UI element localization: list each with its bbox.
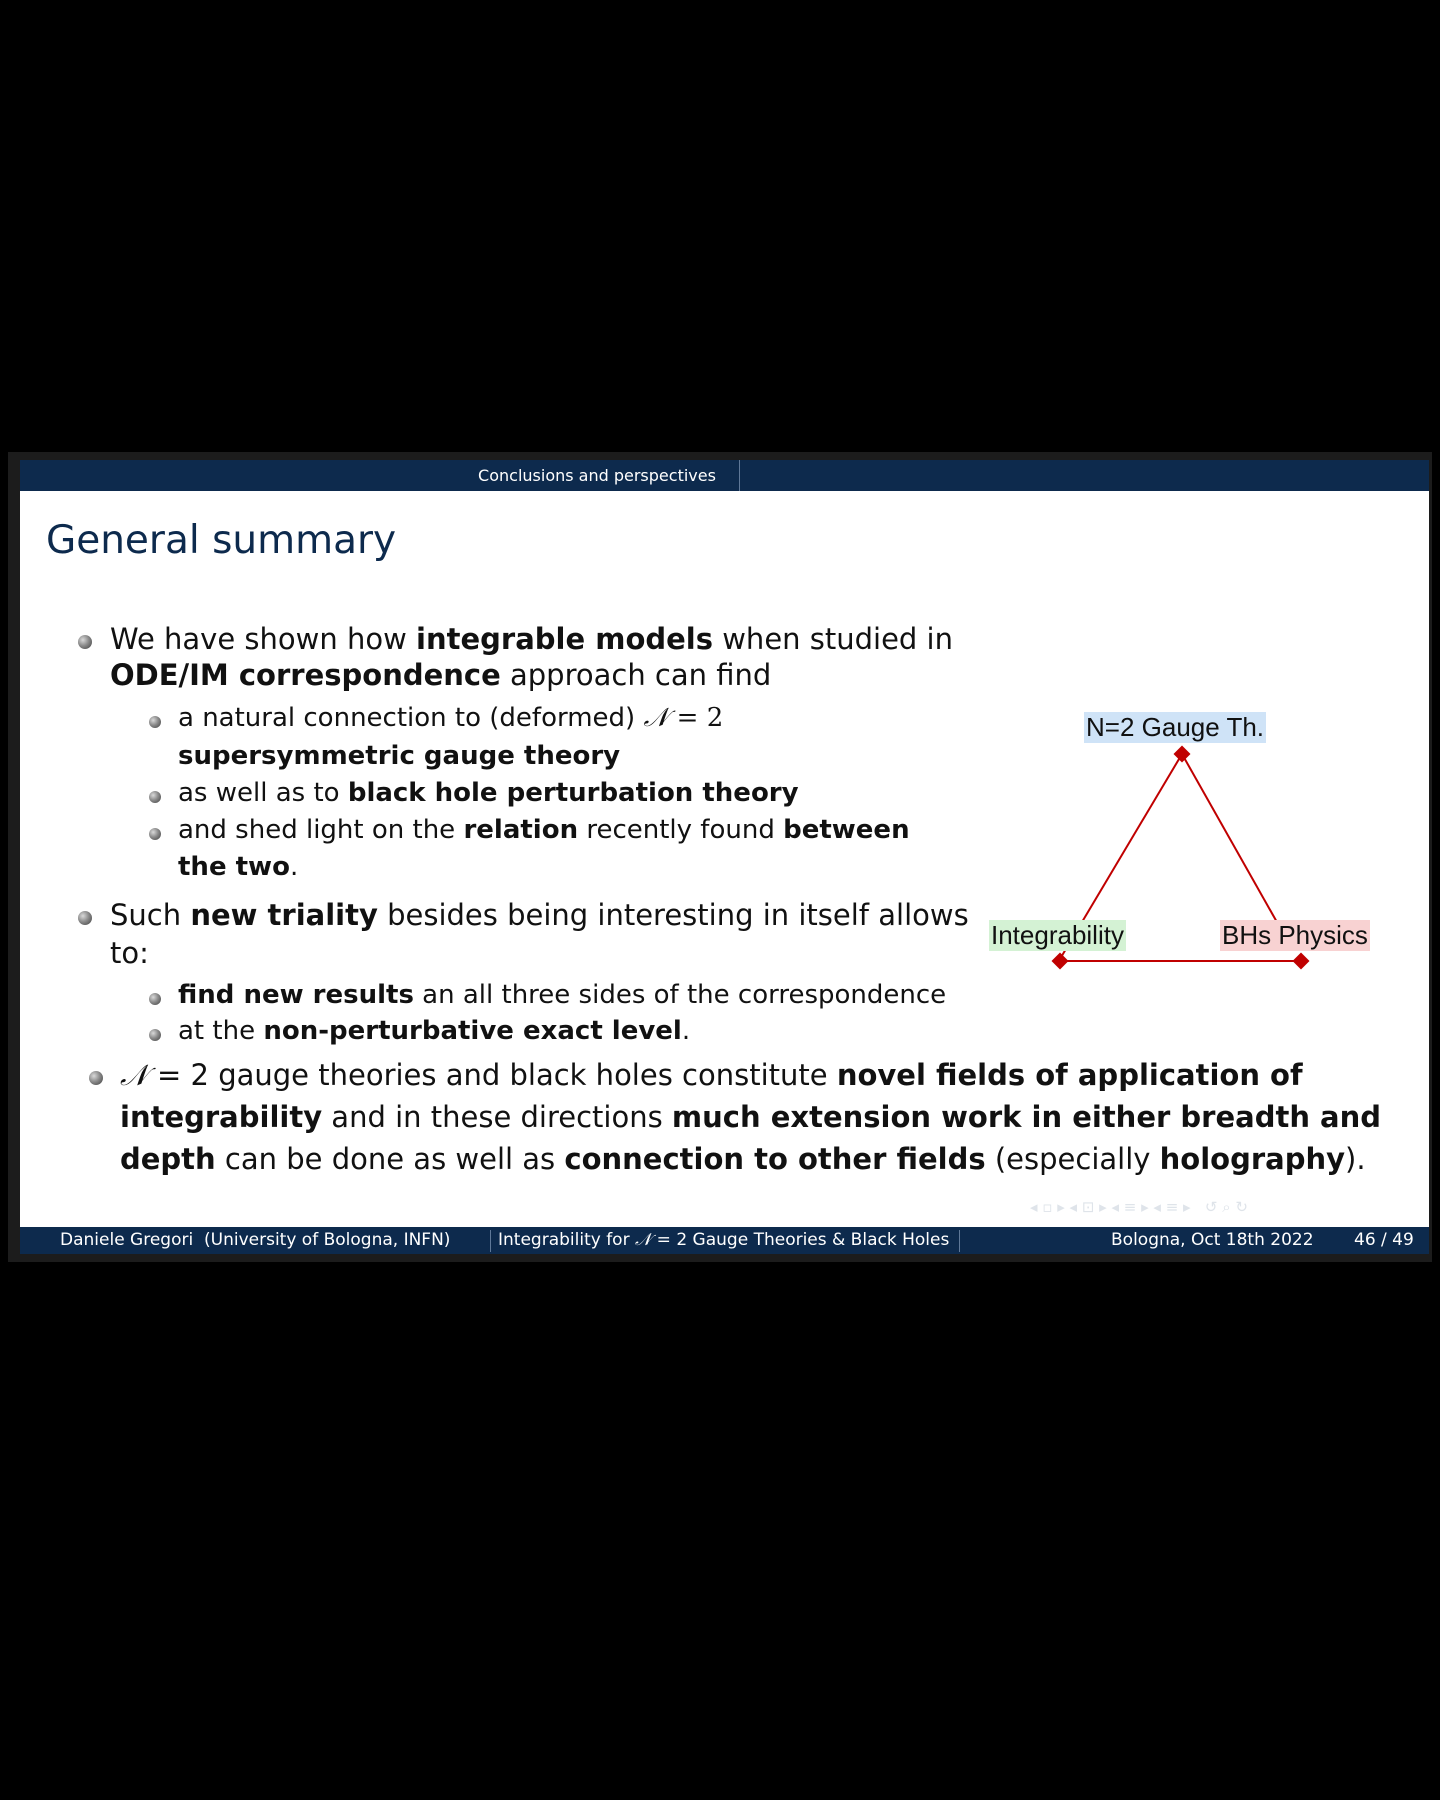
bold-text: relation <box>463 815 579 845</box>
text: = 2 gauge theories and black holes constitute <box>147 1058 837 1092</box>
footer-place-date: Bologna, Oct 18th 2022 <box>1111 1230 1314 1250</box>
diagram-label-integrability: Integrability <box>991 920 1124 950</box>
bold-text: black hole perturbation theory <box>347 778 799 808</box>
bold-text: non-perturbative exact level <box>263 1016 682 1046</box>
text: . <box>289 852 299 882</box>
bold-text: integrable models <box>416 622 713 656</box>
math-symbol: 𝒩 <box>643 703 669 733</box>
bold-text: ODE/IM correspondence <box>110 658 501 692</box>
node-right <box>1293 953 1310 970</box>
bold-text: depth <box>120 1142 216 1176</box>
bold-text: much extension work in either breadth and <box>671 1100 1382 1134</box>
bold-text: new triality <box>190 898 378 932</box>
node-left <box>1052 953 1069 970</box>
text: a natural connection to (deformed) <box>178 703 644 733</box>
beamer-navigation-icons[interactable]: ◂ ▫ ▸ ◂ ⊡ ▸ ◂ ≡ ▸ ◂ ≡ ▸ ↺ ⌕ ↻ <box>1030 1198 1248 1216</box>
text: approach can find <box>500 658 772 692</box>
author-name: Daniele Gregori <box>60 1230 194 1250</box>
math-symbol: 𝒩 <box>634 1230 652 1250</box>
math-symbol: 𝒩 <box>120 1058 148 1092</box>
text: an all three sides of the correspondence <box>413 980 947 1010</box>
text: as well as to <box>178 778 348 808</box>
node-top <box>1174 746 1191 763</box>
text: at the <box>178 1016 264 1046</box>
bullet-2-line-2: to: <box>110 936 149 970</box>
section-nav-label[interactable]: Conclusions and perspectives <box>455 460 740 491</box>
text: . <box>681 1016 691 1046</box>
footer-divider <box>490 1230 491 1252</box>
text: and shed light on the <box>178 815 464 845</box>
text: besides being interesting in itself allows <box>377 898 969 932</box>
footer-page-number: 46 / 49 <box>1354 1230 1414 1250</box>
bold-text: connection to other fields <box>564 1142 986 1176</box>
bold-text: find new results <box>178 980 414 1010</box>
edge-gauge-bhs <box>1182 754 1278 924</box>
text: and in these directions <box>322 1100 672 1134</box>
bold-text: novel fields of application of <box>836 1058 1303 1092</box>
bold-text: between <box>783 815 910 845</box>
author-affiliation: (University of Bologna, INFN) <box>204 1230 451 1250</box>
footer-divider <box>959 1230 960 1252</box>
text: (especially <box>985 1142 1160 1176</box>
text: when studied in <box>713 622 953 656</box>
text: Integrability for <box>498 1230 635 1250</box>
text: can be done as well as <box>215 1142 565 1176</box>
text: ). <box>1345 1142 1366 1176</box>
bold-text: holography <box>1159 1142 1346 1176</box>
bold-text: the two <box>178 852 290 882</box>
footer-author <box>60 1227 450 1254</box>
text: recently found <box>578 815 784 845</box>
text: Such <box>110 898 191 932</box>
footer-talk-title <box>498 1227 949 1254</box>
footer-bar <box>20 1227 1429 1254</box>
triality-diagram <box>20 460 1429 1254</box>
math-text: = 2 <box>668 703 724 733</box>
slide <box>20 460 1429 1254</box>
text: We have shown how <box>110 622 417 656</box>
diagram-label-gauge: N=2 Gauge Th. <box>1086 712 1265 742</box>
slide-title: General summary <box>46 518 397 563</box>
bold-text: integrability <box>120 1100 323 1134</box>
diagram-label-bhs: BHs Physics <box>1222 920 1368 950</box>
bold-text: supersymmetric gauge theory <box>178 741 621 771</box>
text: = 2 Gauge Theories & Black Holes <box>651 1230 950 1250</box>
